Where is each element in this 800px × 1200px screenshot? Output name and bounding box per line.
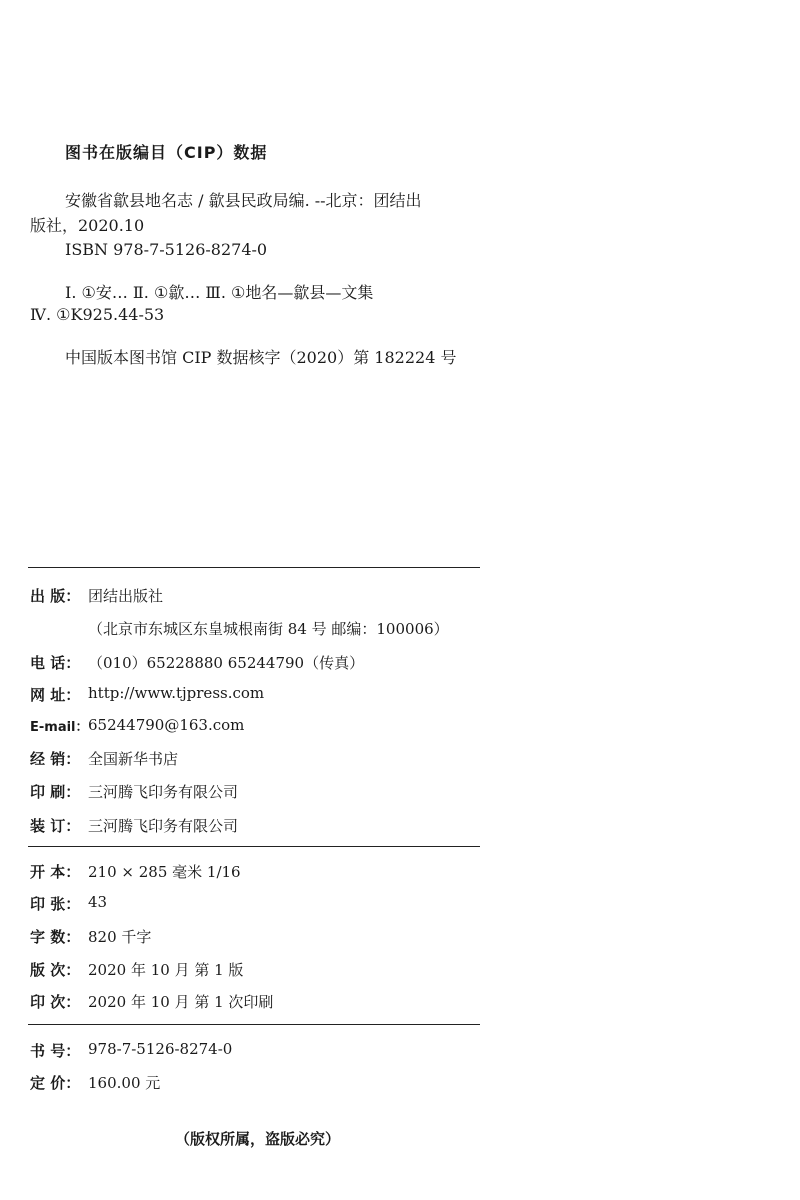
phone-row	[30, 652, 364, 673]
edition-label: 版 次：	[30, 961, 81, 979]
copyright-notice: （版权所属，盗版必究）	[175, 1130, 341, 1148]
distributor-row	[30, 748, 178, 769]
website-value: http://www.tjpress.com	[88, 684, 265, 702]
divider-top	[28, 567, 480, 568]
words-row	[30, 926, 151, 947]
printing-value: 2020 年 10 月 第 1 次印刷	[88, 993, 274, 1011]
printer-label: 印 刷：	[30, 783, 81, 801]
format-label: 开 本：	[30, 863, 81, 881]
distributor-label: 经 销：	[30, 750, 81, 768]
cip-record-number: 中国版本图书馆 CIP 数据核字（2020）第 182224 号	[65, 348, 457, 367]
format-value: 210 × 285 毫米 1/16	[88, 863, 241, 881]
publisher-row	[30, 585, 163, 606]
edition-value: 2020 年 10 月 第 1 版	[88, 961, 244, 979]
distributor-value: 全国新华书店	[88, 750, 179, 768]
cip-isbn: ISBN 978-7-5126-8274-0	[65, 240, 268, 259]
price-value: 160.00 元	[88, 1074, 161, 1092]
cip-publisher-line: 版社，2020.10	[30, 216, 145, 235]
divider-bottom	[28, 1024, 480, 1025]
binder-label: 装 订：	[30, 817, 81, 835]
cip-heading: 图书在版编目（CIP）数据	[65, 143, 268, 162]
email-row	[30, 716, 244, 735]
price-row	[30, 1072, 160, 1093]
phone-label: 电 话：	[30, 654, 81, 672]
email-value: 65244790@163.com	[88, 716, 245, 734]
edition-row	[30, 959, 243, 980]
cip-classification-line: Ⅰ. ①安… Ⅱ. ①歙… Ⅲ. ①地名—歙县—文集	[65, 283, 374, 302]
book-number-row	[30, 1040, 232, 1061]
words-value: 820 千字	[88, 928, 152, 946]
publisher-label: 出 版：	[30, 587, 81, 605]
book-number-value: 978-7-5126-8274-0	[88, 1040, 233, 1058]
book-number-label: 书 号：	[30, 1042, 81, 1060]
printer-value: 三河腾飞印务有限公司	[88, 783, 239, 801]
printing-row	[30, 991, 273, 1012]
sheets-row	[30, 893, 107, 914]
format-row	[30, 861, 241, 882]
binder-row	[30, 815, 238, 836]
words-label: 字 数：	[30, 928, 81, 946]
email-label: E-mail：	[30, 720, 89, 735]
cip-classification-code: Ⅳ. ①K925.44-53	[30, 305, 165, 324]
price-label: 定 价：	[30, 1074, 81, 1092]
binder-value: 三河腾飞印务有限公司	[88, 817, 239, 835]
website-label: 网 址：	[30, 686, 81, 704]
sheets-value: 43	[88, 893, 108, 911]
printer-row	[30, 781, 238, 802]
printing-label: 印 次：	[30, 993, 81, 1011]
phone-value: （010）65228880 65244790（传真）	[88, 654, 365, 672]
website-row	[30, 684, 264, 705]
sheets-label: 印 张：	[30, 895, 81, 913]
publisher-address: （北京市东城区东皇城根南街 84 号 邮编：100006）	[88, 620, 449, 638]
divider-middle	[28, 846, 480, 847]
publisher-value: 团结出版社	[88, 587, 164, 605]
cip-title-line: 安徽省歙县地名志 / 歙县民政局编. --北京：团结出	[65, 191, 422, 210]
